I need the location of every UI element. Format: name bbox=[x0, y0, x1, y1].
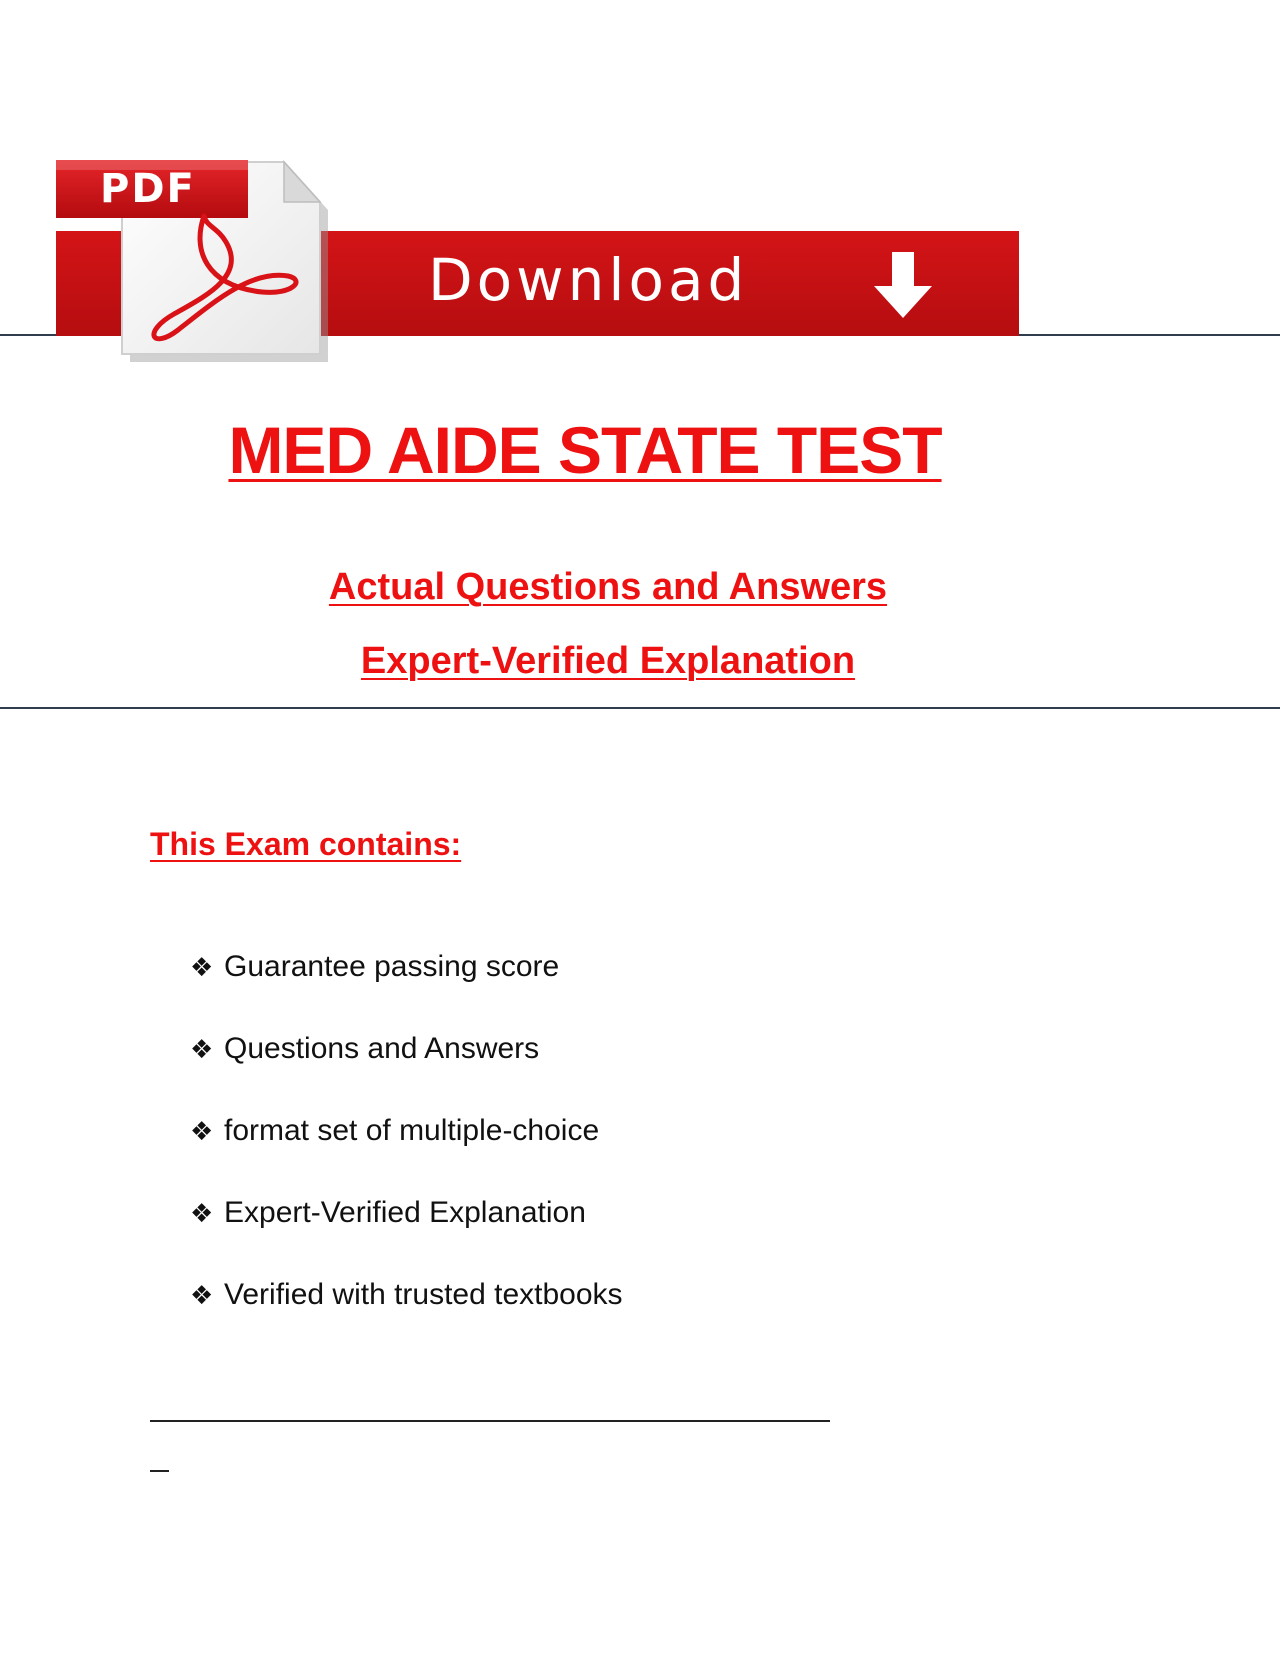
subtitle-line-2: Expert-Verified Explanation bbox=[360, 640, 856, 682]
diamond-bullet-icon: ❖ bbox=[190, 1199, 214, 1229]
feature-text: format set of multiple-choice bbox=[224, 1114, 600, 1147]
feature-text: Guarantee passing score bbox=[224, 950, 560, 983]
diamond-bullet-icon: ❖ bbox=[190, 953, 214, 983]
diamond-bullet-icon: ❖ bbox=[190, 1035, 214, 1065]
list-item bbox=[190, 1196, 623, 1278]
list-item bbox=[190, 1032, 623, 1114]
list-item bbox=[190, 950, 623, 1032]
subtitle-line-1: Actual Questions and Answers bbox=[328, 566, 888, 608]
diamond-bullet-icon: ❖ bbox=[190, 1117, 214, 1147]
feature-list bbox=[190, 950, 623, 1360]
download-label[interactable]: Download bbox=[428, 246, 749, 314]
list-item bbox=[190, 1114, 623, 1196]
feature-text: Verified with trusted textbooks bbox=[224, 1278, 623, 1311]
feature-text: Expert-Verified Explanation bbox=[224, 1196, 586, 1229]
list-item bbox=[190, 1278, 623, 1360]
underscore-fragment bbox=[150, 1470, 169, 1472]
diamond-bullet-icon: ❖ bbox=[190, 1281, 214, 1311]
underscore-divider bbox=[150, 1420, 830, 1422]
pdf-file-icon bbox=[56, 154, 336, 362]
exam-contents-heading: This Exam contains: bbox=[150, 826, 462, 862]
feature-text: Questions and Answers bbox=[224, 1032, 540, 1065]
pdf-badge-label: PDF bbox=[100, 166, 196, 212]
page-title: MED AIDE STATE TEST bbox=[228, 413, 942, 487]
middle-divider bbox=[0, 707, 1280, 709]
down-arrow-icon[interactable] bbox=[868, 252, 938, 322]
